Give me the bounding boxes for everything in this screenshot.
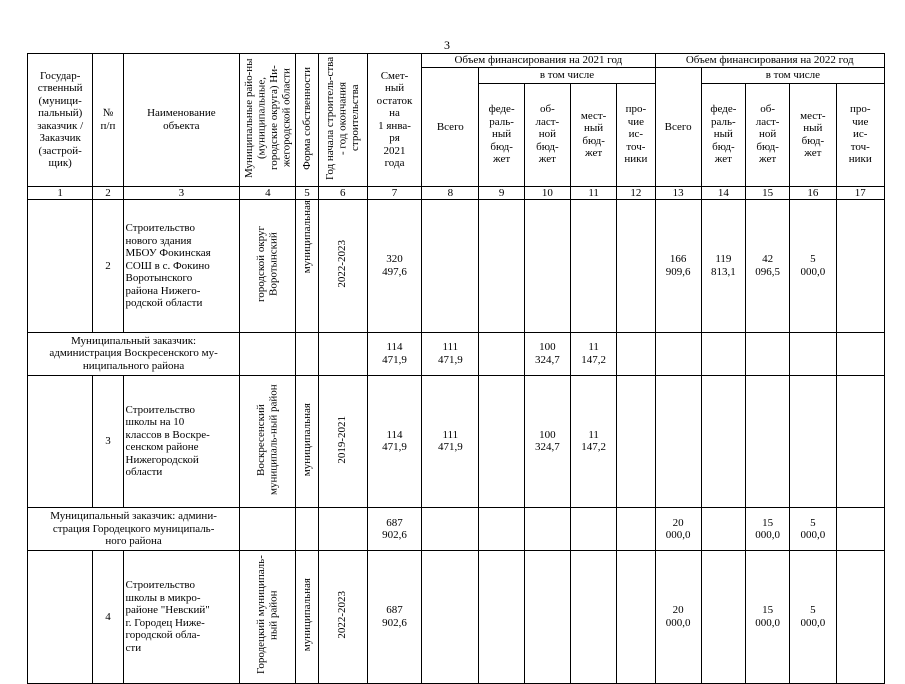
header-districts: Муниципальные райо-ны (муниципальные, городские округа) Ни-жегородской области — [242, 58, 293, 178]
cell-district: городской округ Воротынский — [255, 225, 280, 303]
cell-estimate: 687 902,6 — [367, 551, 421, 684]
cell-regional-2021: 100 324,7 — [524, 375, 570, 508]
cell-federal-2022 — [701, 551, 745, 684]
page-number: 3 — [444, 38, 450, 52]
cell-other-2021 — [617, 508, 655, 551]
cell-other-2022 — [836, 375, 885, 508]
col-number: 6 — [318, 186, 367, 200]
col-number: 17 — [836, 186, 885, 200]
header-regional-2022: об- ласт- ной бюд- жет — [746, 83, 790, 186]
header-federal-2021: феде- раль- ный бюд- жет — [479, 83, 524, 186]
cell-num: 3 — [93, 375, 123, 508]
cell-federal-2021 — [479, 200, 524, 333]
cell-object-name: Строительство школы в микро- районе "Невский" г. Городец Ниже- городской обла- сти — [123, 551, 240, 684]
header-federal-2022: феде- раль- ный бюд- жет — [701, 83, 745, 186]
header-including-2021: в том числе — [479, 68, 655, 84]
table-row — [28, 332, 885, 375]
table-row — [28, 200, 885, 333]
cell-regional-2021 — [524, 551, 570, 684]
header-fin-2022: Объем финансирования на 2022 год — [655, 54, 885, 68]
col-number: 5 — [296, 186, 318, 200]
cell-federal-2022 — [701, 375, 745, 508]
header-other-2021: про- чие ис- точ- ники — [617, 83, 655, 186]
col-number: 16 — [790, 186, 836, 200]
cell-num: 2 — [93, 200, 123, 333]
column-number-row — [28, 186, 885, 200]
cell-estimate: 114 471,9 — [367, 375, 421, 508]
cell-other-2022 — [836, 332, 885, 375]
header-years: Год начала строитель-ства - год окончания строительства — [323, 56, 361, 180]
cell-estimate: 320 497,6 — [367, 200, 421, 333]
col-number: 2 — [93, 186, 123, 200]
header-total-2022: Всего — [655, 68, 701, 187]
col-number: 11 — [570, 186, 616, 200]
cell-local-2022: 5 000,0 — [790, 508, 836, 551]
cell-local-2022 — [790, 332, 836, 375]
cell-total-2022: 166 909,6 — [655, 200, 701, 333]
col-number: 1 — [28, 186, 93, 200]
cell-other-2021 — [617, 375, 655, 508]
cell-district: Городецкий муниципаль-ный район — [255, 555, 280, 675]
col-number: 8 — [422, 186, 479, 200]
col-number: 13 — [655, 186, 701, 200]
header-local-2022: мест- ный бюд- жет — [790, 83, 836, 186]
header-object: Наименование объекта — [123, 54, 240, 187]
cell-group-customer: Муниципальный заказчик: администрация Воскресенского му- ниципального района — [28, 332, 240, 375]
cell-total-2021 — [422, 200, 479, 333]
cell-ownership: муниципальная — [300, 578, 313, 652]
cell-estimate: 114 471,9 — [367, 332, 421, 375]
cell-other-2021 — [617, 200, 655, 333]
cell-total-2022 — [655, 375, 701, 508]
cell-years: 2022-2023 — [336, 591, 349, 639]
cell-local-2021 — [570, 508, 616, 551]
cell-total-2021: 111 471,9 — [422, 332, 479, 375]
cell-years: 2019-2021 — [336, 415, 349, 464]
cell-regional-2022 — [746, 375, 790, 508]
cell-ownership: муниципальная — [300, 402, 313, 477]
cell-local-2022: 5 000,0 — [790, 200, 836, 333]
cell-other-2022 — [836, 508, 885, 551]
col-number: 15 — [746, 186, 790, 200]
cell-object-name: Строительство школы на 10 классов в Воскре- сенском районе Нижегородской области — [123, 375, 240, 508]
cell-federal-2021 — [479, 332, 524, 375]
cell-regional-2021 — [524, 508, 570, 551]
cell-total-2022 — [655, 332, 701, 375]
cell-federal-2021 — [479, 551, 524, 684]
col-number: 10 — [524, 186, 570, 200]
header-local-2021: мест- ный бюд- жет — [570, 83, 616, 186]
col-number: 12 — [617, 186, 655, 200]
cell-other-2021 — [617, 551, 655, 684]
header-total-2021: Всего — [422, 68, 479, 187]
cell-local-2021: 11 147,2 — [570, 375, 616, 508]
cell-group-customer: Муниципальный заказчик: админи- страция Городецкого муниципаль- ного района — [28, 508, 240, 551]
cell-federal-2022: 119 813,1 — [701, 200, 745, 333]
cell-other-2022 — [836, 551, 885, 684]
col-number: 14 — [701, 186, 745, 200]
header-regional-2021: об- ласт- ной бюд- жет — [524, 83, 570, 186]
cell-other-2022 — [836, 200, 885, 333]
header-num: № п/п — [93, 54, 123, 187]
header-fin-2021: Объем финансирования на 2021 год — [422, 54, 655, 68]
financing-table — [27, 53, 885, 684]
cell-federal-2022 — [701, 332, 745, 375]
table-row — [28, 508, 885, 551]
cell-local-2021: 11 147,2 — [570, 332, 616, 375]
cell-total-2021 — [422, 508, 479, 551]
cell-object-name: Строительство нового здания МБОУ Фокинская СОШ в с. Фокино Воротынского района Нижего- родской области — [123, 200, 240, 333]
table-row — [28, 375, 885, 508]
header-customer: Государ- ственный (муници- пальный) заказчик / Заказчик (застрой- щик) — [28, 54, 93, 187]
cell-ownership: муниципальная — [300, 200, 313, 274]
cell-federal-2022 — [701, 508, 745, 551]
cell-total-2021: 111 471,9 — [422, 375, 479, 508]
cell-regional-2021: 100 324,7 — [524, 332, 570, 375]
cell-federal-2021 — [479, 508, 524, 551]
table-row — [28, 551, 885, 684]
header-other-2022: про- чие ис- точ- ники — [836, 83, 885, 186]
header-ownership: Форма собственности — [300, 66, 313, 170]
cell-estimate: 687 902,6 — [367, 508, 421, 551]
cell-local-2021 — [570, 200, 616, 333]
cell-regional-2022 — [746, 332, 790, 375]
cell-other-2021 — [617, 332, 655, 375]
header-estimate: Смет- ный остаток на 1 янва- ря 2021 года — [367, 54, 421, 187]
header-including-2022: в том числе — [701, 68, 884, 84]
cell-total-2022: 20 000,0 — [655, 551, 701, 684]
cell-regional-2022: 42 096,5 — [746, 200, 790, 333]
cell-regional-2021 — [524, 200, 570, 333]
cell-district: Воскресенский муниципаль-ный район — [255, 384, 280, 495]
cell-local-2022: 5 000,0 — [790, 551, 836, 684]
cell-regional-2022: 15 000,0 — [746, 508, 790, 551]
cell-local-2021 — [570, 551, 616, 684]
col-number: 3 — [123, 186, 240, 200]
cell-total-2021 — [422, 551, 479, 684]
cell-regional-2022: 15 000,0 — [746, 551, 790, 684]
col-number: 7 — [367, 186, 421, 200]
cell-num: 4 — [93, 551, 123, 684]
cell-total-2022: 20 000,0 — [655, 508, 701, 551]
col-number: 4 — [240, 186, 296, 200]
cell-federal-2021 — [479, 375, 524, 508]
cell-local-2022 — [790, 375, 836, 508]
col-number: 9 — [479, 186, 524, 200]
cell-years: 2022-2023 — [336, 240, 349, 288]
